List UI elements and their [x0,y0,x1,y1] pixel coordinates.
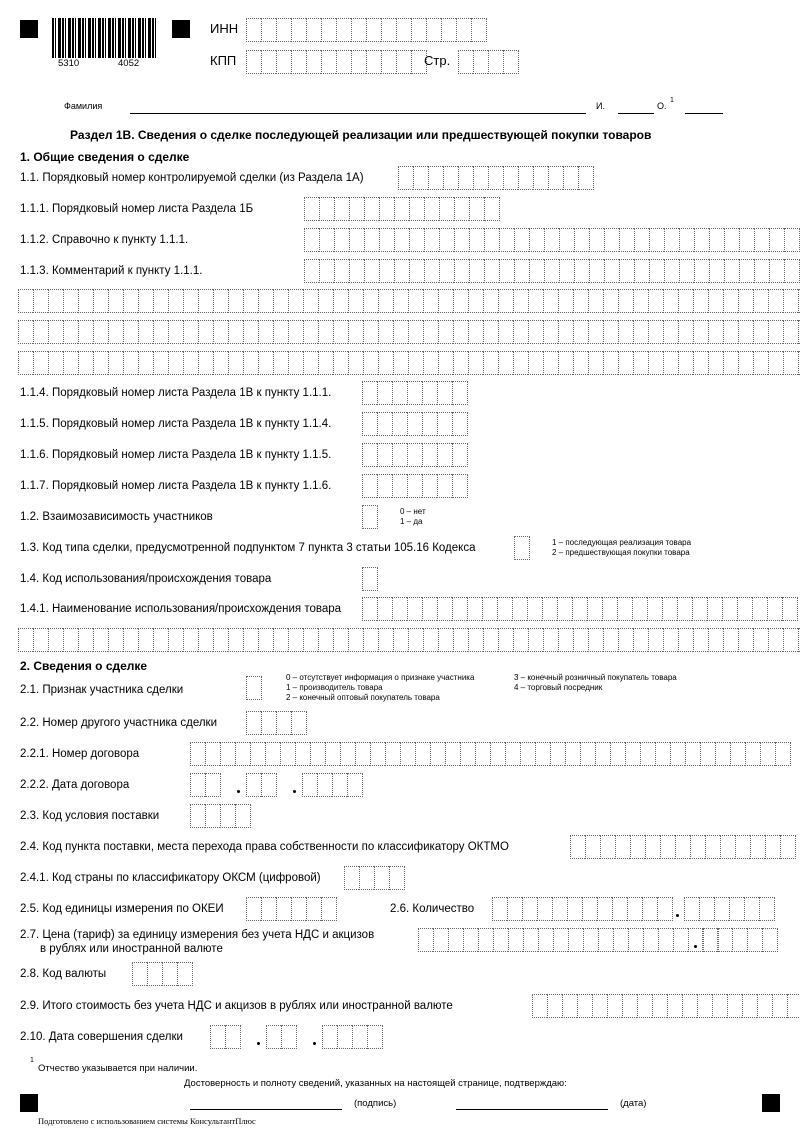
f1-1-1-field[interactable] [304,197,500,221]
corner-marker-top-left [20,20,38,38]
f2-4-label: 2.4. Код пункта поставки, места перехода права собственности по классификатору ОКТМО [20,841,509,853]
decimal-separator [694,945,697,948]
confirm-text: Достоверность и полноту сведений, указанных на настоящей странице, подтверждаю: [184,1078,567,1089]
date-separator [257,1042,260,1045]
barcode-number-left: 5310 [58,58,80,69]
f1-1-4-label: 1.1.4. Порядковый номер листа Раздела 1В к пункту 1.1.1. [20,387,332,399]
initial-i-field[interactable] [618,113,654,114]
barcode-number-right: 4052 [118,58,140,69]
f1-4-field[interactable] [362,567,378,591]
inn-label: ИНН [210,21,239,36]
f1-4-1-field-row2[interactable] [18,628,800,652]
f1-1-6-field[interactable] [362,443,468,467]
f2-1-option-3: 3 – конечный розничный покупатель товара [514,673,677,682]
f2-6-fraction[interactable] [684,897,775,921]
f1-1-6-label: 1.1.6. Порядковый номер листа Раздела 1В к пункту 1.1.5. [20,449,332,461]
surname-label: Фамилия [64,101,103,111]
f1-1-7-field[interactable] [362,474,468,498]
date-separator [293,790,296,793]
f2-4-1-field[interactable] [344,866,405,890]
f2-10-label: 2.10. Дата совершения сделки [20,1031,183,1043]
f1-1-2-field[interactable] [304,228,800,252]
f2-10-year[interactable] [322,1025,383,1049]
inn-field[interactable] [246,18,487,42]
f2-3-field[interactable] [190,804,251,828]
f1-4-label: 1.4. Код использования/происхождения товара [20,573,272,585]
f1-3-label: 1.3. Код типа сделки, предусмотренной подпунктом 7 пункта 3 статьи 105.16 Кодекса [20,542,476,554]
f1-1-3-field[interactable] [304,259,800,283]
f2-7-label-cont: в рублях или иностранной валюте [40,943,223,955]
kpp-field[interactable] [246,50,427,74]
f1-3-option-2: 2 – предшествующая покупки товара [552,548,690,557]
f1-1-3-label: 1.1.3. Комментарий к пункту 1.1.1. [20,265,203,277]
f2-9-field[interactable] [532,994,800,1018]
footnote-number: 1 [30,1057,34,1064]
barcode [52,18,158,58]
f2-2-2-year[interactable] [302,773,363,797]
date-separator [237,790,240,793]
f2-1-field[interactable] [246,676,262,700]
f2-1-label: 2.1. Признак участника сделки [20,684,184,696]
section2-heading: 2. Сведения о сделке [20,659,148,673]
f2-1-option-2: 2 – конечный оптовый покупатель товара [286,693,440,702]
f1-1-7-label: 1.1.7. Порядковый номер листа Раздела 1В к пункту 1.1.6. [20,480,332,492]
f1-2-option-0: 0 – нет [400,507,426,516]
page-field[interactable] [458,50,519,74]
f2-4-1-label: 2.4.1. Код страны по классификатору ОКСМ (цифровой) [20,872,321,884]
f1-1-4-field[interactable] [362,381,468,405]
f2-2-2-label: 2.2.2. Дата договора [20,779,130,791]
f2-2-field[interactable] [246,711,307,735]
f2-7-label: 2.7. Цена (тариф) за единицу измерения без учета НДС и акцизов [20,929,375,941]
initial-o-label: О. [657,101,667,111]
surname-field[interactable] [130,113,586,114]
corner-marker-bottom-right [762,1094,780,1112]
f1-1-5-field[interactable] [362,412,468,436]
initial-i-label: И. [596,101,605,111]
section1-heading: 1. Общие сведения о сделке [20,150,190,164]
f2-5-label: 2.5. Код единицы измерения по ОКЕИ [20,903,224,915]
f2-2-2-month[interactable] [246,773,277,797]
f2-2-1-label: 2.2.1. Номер договора [20,748,140,760]
f2-4-field[interactable] [570,835,796,859]
f2-6-integer[interactable] [492,897,673,921]
f1-3-field[interactable] [514,536,530,560]
f2-2-1-field[interactable] [190,742,791,766]
page-label: Стр. [424,53,451,68]
corner-marker-bottom-left [20,1094,38,1112]
f1-1-3-field-row4[interactable] [18,351,800,375]
f1-4-1-label: 1.4.1. Наименование использования/происхождения товара [20,603,342,615]
f1-2-option-1: 1 – да [400,517,423,526]
f1-1-2-label: 1.1.2. Справочно к пункту 1.1.1. [20,234,189,246]
f1-1-field[interactable] [398,166,594,190]
f2-1-option-4: 4 – торговый посредник [514,683,603,692]
f1-2-label: 1.2. Взаимозависимость участников [20,511,213,523]
f2-6-label: 2.6. Количество [390,903,475,915]
footnote-mark: 1 [670,97,674,104]
f1-1-3-field-row3[interactable] [18,320,800,344]
f2-10-day[interactable] [210,1025,241,1049]
f1-1-5-label: 1.1.5. Порядковый номер листа Раздела 1В к пункту 1.1.4. [20,418,332,430]
f2-1-option-1: 1 – производитель товара [286,683,383,692]
decimal-separator [676,914,679,917]
initial-o-field[interactable] [685,113,723,114]
signature-field[interactable] [190,1109,342,1110]
f2-5-field[interactable] [246,897,337,921]
f2-7-fraction[interactable] [702,928,778,952]
f1-1-label: 1.1. Порядковый номер контролируемой сделки (из Раздела 1А) [20,172,364,184]
f1-1-1-label: 1.1.1. Порядковый номер листа Раздела 1Б [20,203,254,215]
f2-3-label: 2.3. Код условия поставки [20,810,160,822]
f2-2-label: 2.2. Номер другого участника сделки [20,717,218,729]
signature-label: (подпись) [354,1098,397,1109]
f2-8-label: 2.8. Код валюты [20,968,107,980]
f1-1-3-field-row2[interactable] [18,289,800,313]
date-label: (дата) [620,1098,647,1109]
f2-2-2-day[interactable] [190,773,221,797]
date-separator [313,1042,316,1045]
f2-10-month[interactable] [266,1025,297,1049]
section-title: Раздел 1В. Сведения о сделке последующей реализации или предшествующей покупки товаров [70,128,652,142]
f2-8-field[interactable] [132,962,193,986]
corner-marker-top-right [172,20,190,38]
prepared-by: Подготовлено с использованием системы КонсультантПлюс [38,1116,256,1126]
f1-2-field[interactable] [362,505,378,529]
f1-4-1-field[interactable] [362,597,798,621]
f2-9-label: 2.9. Итого стоимость без учета НДС и акцизов в рублях или иностранной валюте [20,1000,453,1012]
footnote-text: Отчество указывается при наличии. [38,1063,198,1074]
f1-3-option-1: 1 – последующая реализация товара [552,538,692,547]
date-field[interactable] [456,1109,608,1110]
f2-1-option-0: 0 – отсутствует информация о признаке участника [286,673,475,682]
kpp-label: КПП [210,53,237,68]
f2-7-integer[interactable] [418,928,719,952]
